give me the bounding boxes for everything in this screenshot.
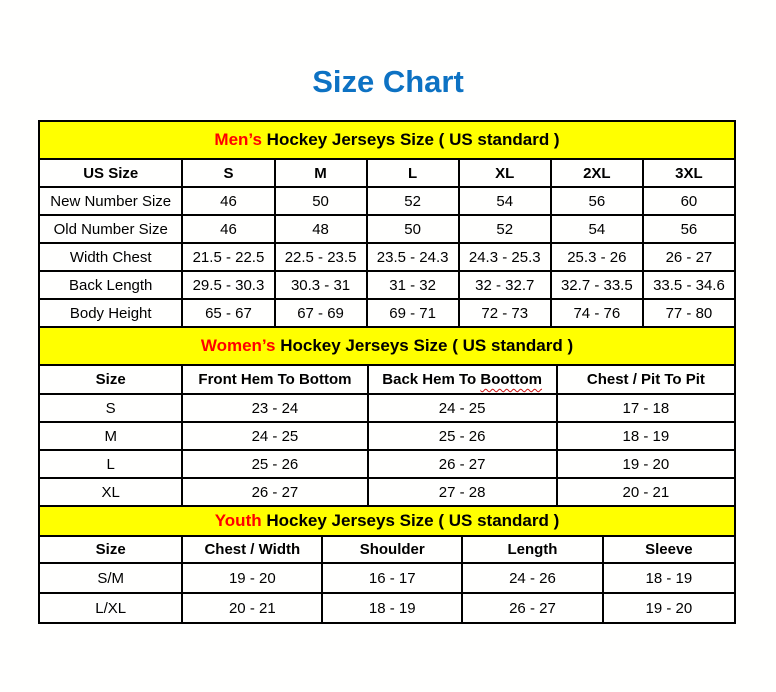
- value-cell: 24 - 25: [182, 422, 367, 450]
- youth-size-table: [38, 535, 736, 624]
- table-header-row: [39, 159, 735, 187]
- value-cell: 50: [367, 215, 459, 243]
- table-row: [39, 299, 735, 327]
- table-row: [39, 215, 735, 243]
- table-row: [39, 593, 735, 623]
- table-row: [39, 243, 735, 271]
- value-cell: 52: [367, 187, 459, 215]
- value-cell: 26 - 27: [182, 478, 367, 506]
- value-cell: 22.5 - 23.5: [275, 243, 367, 271]
- value-cell: 54: [459, 187, 551, 215]
- value-cell: 77 - 80: [643, 299, 735, 327]
- value-cell: 18 - 19: [322, 593, 462, 623]
- mens-banner-accent: Men’s: [214, 130, 262, 149]
- size-cell: L/XL: [39, 593, 182, 623]
- column-header: Size: [39, 365, 182, 394]
- table-row: [39, 478, 735, 506]
- value-cell: 26 - 27: [643, 243, 735, 271]
- size-cell: S: [39, 394, 182, 422]
- table-header-row: [39, 365, 735, 394]
- value-cell: 18 - 19: [603, 563, 735, 593]
- value-cell: 65 - 67: [182, 299, 274, 327]
- value-cell: 56: [551, 187, 643, 215]
- value-cell: 56: [643, 215, 735, 243]
- mens-banner-text: Hockey Jerseys Size ( US standard ): [261, 130, 560, 149]
- size-cell: XL: [39, 478, 182, 506]
- column-header: XL: [459, 159, 551, 187]
- size-cell: M: [39, 422, 182, 450]
- row-label: Old Number Size: [39, 215, 182, 243]
- value-cell: 31 - 32: [367, 271, 459, 299]
- womens-banner-accent: Women’s: [200, 336, 276, 355]
- value-cell: 20 - 21: [182, 593, 322, 623]
- womens-size-table: [38, 364, 736, 507]
- row-label: New Number Size: [39, 187, 182, 215]
- value-cell: 24.3 - 25.3: [459, 243, 551, 271]
- size-cell: L: [39, 450, 182, 478]
- mens-size-table: [38, 158, 736, 328]
- value-cell: 21.5 - 22.5: [182, 243, 274, 271]
- table-row: [39, 422, 735, 450]
- column-header: S: [182, 159, 274, 187]
- value-cell: 74 - 76: [551, 299, 643, 327]
- header-text: Back Hem To: [382, 371, 481, 388]
- value-cell: 24 - 26: [462, 563, 603, 593]
- youth-banner-accent: Youth: [214, 511, 262, 530]
- value-cell: 46: [182, 187, 274, 215]
- column-header: 3XL: [643, 159, 735, 187]
- value-cell: 19 - 20: [557, 450, 735, 478]
- column-header: US Size: [39, 159, 182, 187]
- value-cell: 26 - 27: [462, 593, 603, 623]
- value-cell: 29.5 - 30.3: [182, 271, 274, 299]
- column-header: Sleeve: [603, 536, 735, 563]
- misspelled-word: Boottom: [480, 371, 543, 388]
- column-header: Chest / Pit To Pit: [557, 365, 735, 394]
- mens-section-banner: [38, 120, 736, 160]
- row-label: Body Height: [39, 299, 182, 327]
- size-cell: S/M: [39, 563, 182, 593]
- value-cell: 46: [182, 215, 274, 243]
- column-header: M: [275, 159, 367, 187]
- table-row: [39, 450, 735, 478]
- table-row: [39, 563, 735, 593]
- column-header: Shoulder: [322, 536, 462, 563]
- value-cell: 17 - 18: [557, 394, 735, 422]
- womens-banner-text: Hockey Jerseys Size ( US standard ): [275, 336, 574, 355]
- value-cell: 32 - 32.7: [459, 271, 551, 299]
- column-header: Chest / Width: [182, 536, 322, 563]
- table-row: [39, 271, 735, 299]
- value-cell: 25.3 - 26: [551, 243, 643, 271]
- value-cell: 69 - 71: [367, 299, 459, 327]
- value-cell: 60: [643, 187, 735, 215]
- value-cell: 25 - 26: [182, 450, 367, 478]
- value-cell: 30.3 - 31: [275, 271, 367, 299]
- column-header: Length: [462, 536, 603, 563]
- value-cell: 52: [459, 215, 551, 243]
- value-cell: 32.7 - 33.5: [551, 271, 643, 299]
- womens-section-banner: [38, 326, 736, 366]
- value-cell: 23 - 24: [182, 394, 367, 422]
- row-label: Width Chest: [39, 243, 182, 271]
- table-header-row: [39, 536, 735, 563]
- value-cell: 26 - 27: [368, 450, 557, 478]
- page-title: Size Chart: [312, 64, 464, 99]
- value-cell: 18 - 19: [557, 422, 735, 450]
- value-cell: 27 - 28: [368, 478, 557, 506]
- youth-banner-text: Hockey Jerseys Size ( US standard ): [261, 511, 560, 530]
- column-header: [368, 365, 557, 394]
- column-header: 2XL: [551, 159, 643, 187]
- column-header: Size: [39, 536, 182, 563]
- youth-section-banner: [38, 505, 736, 537]
- row-label: Back Length: [39, 271, 182, 299]
- value-cell: 33.5 - 34.6: [643, 271, 735, 299]
- value-cell: 50: [275, 187, 367, 215]
- table-row: [39, 187, 735, 215]
- value-cell: 16 - 17: [322, 563, 462, 593]
- value-cell: 19 - 20: [603, 593, 735, 623]
- value-cell: 72 - 73: [459, 299, 551, 327]
- column-header: Front Hem To Bottom: [182, 365, 367, 394]
- value-cell: 67 - 69: [275, 299, 367, 327]
- value-cell: 19 - 20: [182, 563, 322, 593]
- value-cell: 23.5 - 24.3: [367, 243, 459, 271]
- column-header: L: [367, 159, 459, 187]
- value-cell: 20 - 21: [557, 478, 735, 506]
- value-cell: 25 - 26: [368, 422, 557, 450]
- value-cell: 54: [551, 215, 643, 243]
- table-row: [39, 394, 735, 422]
- size-chart: [38, 120, 736, 624]
- value-cell: 24 - 25: [368, 394, 557, 422]
- value-cell: 48: [275, 215, 367, 243]
